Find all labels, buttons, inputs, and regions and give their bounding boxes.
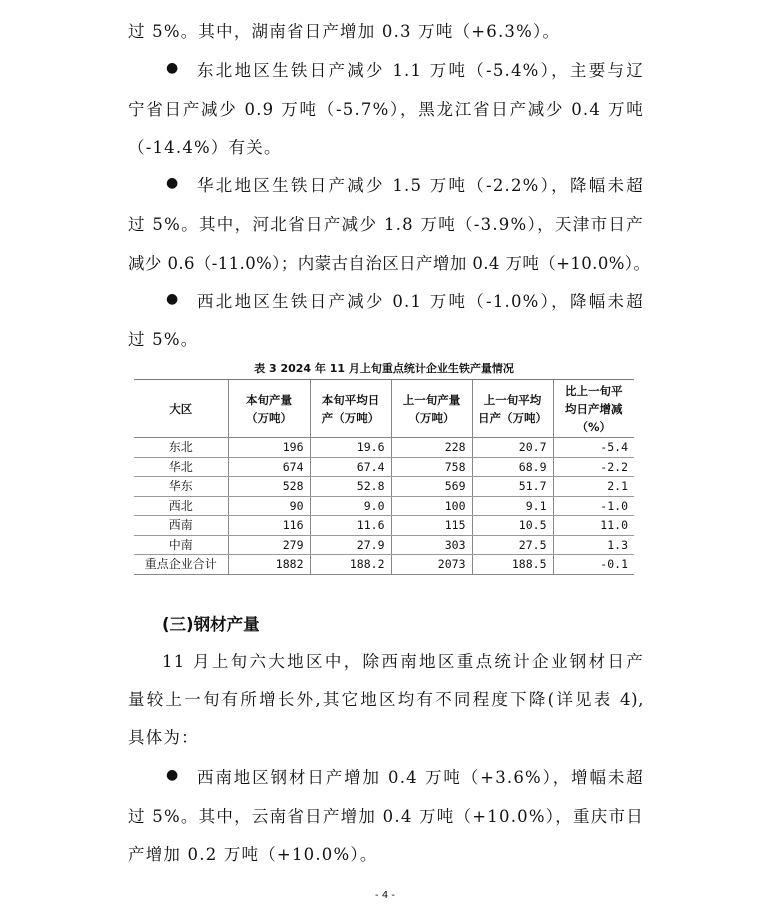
cell-value: 188.2 [310, 555, 391, 575]
table-row [134, 438, 634, 458]
cell-value: -0.1 [553, 555, 634, 575]
cell-value: 10.5 [472, 516, 553, 536]
text-line: 产增加 0.2 万吨（+10.0%）。 [128, 845, 378, 864]
cell-value: 2073 [391, 555, 472, 575]
bullet-icon: ● [166, 291, 179, 307]
cell-value: 9.0 [310, 496, 391, 516]
cell-region: 重点企业合计 [134, 555, 228, 575]
column-header-region: 大区 [134, 380, 228, 438]
cell-region: 华北 [134, 457, 228, 477]
cell-region: 西南 [134, 516, 228, 536]
cell-value: 100 [391, 496, 472, 516]
cell-region: 东北 [134, 438, 228, 458]
text-line: 东北地区生铁日产减少 1.1 万吨（-5.4%），主要与辽 [197, 61, 644, 80]
cell-value: 528 [228, 477, 310, 497]
cell-value: 196 [228, 438, 310, 458]
table-row [134, 496, 634, 516]
text-line: 宁省日产减少 0.9 万吨（-5.7%），黑龙江省日产减少 0.4 万吨 [128, 100, 644, 119]
cell-value: 27.5 [472, 535, 553, 555]
cell-value: 1.3 [553, 535, 634, 555]
cell-value: -1.0 [553, 496, 634, 516]
column-header-change-pct: 比上一旬平 均日产增减 （%） [553, 380, 634, 438]
text-line: 西北地区生铁日产减少 0.1 万吨（-1.0%），降幅未超 [197, 292, 644, 311]
bullet-icon: ● [166, 60, 179, 76]
cell-value: 90 [228, 496, 310, 516]
cell-value: 116 [228, 516, 310, 536]
cell-region: 中南 [134, 535, 228, 555]
cell-value: 20.7 [472, 438, 553, 458]
cell-value: 569 [391, 477, 472, 497]
text-line: 过 5%。 [128, 330, 199, 349]
text-line: 量较上一旬有所增长外,其它地区均有不同程度下降(详见表 4), [128, 690, 644, 709]
column-header-previous-output: 上一旬产量 （万吨） [391, 380, 472, 438]
text-line: 华北地区生铁日产减少 1.5 万吨（-2.2%），降幅未超 [197, 176, 644, 195]
column-header-current-daily-avg: 本旬平均日 产（万吨） [310, 380, 391, 438]
cell-region: 西北 [134, 496, 228, 516]
bullet-icon: ● [166, 175, 179, 191]
cell-value: 2.1 [553, 477, 634, 497]
cell-value: 115 [391, 516, 472, 536]
cell-value: 279 [228, 535, 310, 555]
text-line: 过 5%。其中，河北省日产减少 1.8 万吨（-3.9%），天津市日产 [128, 215, 644, 234]
cell-value: 67.4 [310, 457, 391, 477]
cell-value: 11.6 [310, 516, 391, 536]
cell-value: 27.9 [310, 535, 391, 555]
page-number: - 4 - [375, 890, 395, 901]
cell-value: 228 [391, 438, 472, 458]
table-row [134, 516, 634, 536]
cell-value: 303 [391, 535, 472, 555]
cell-value: -5.4 [553, 438, 634, 458]
table-row [134, 535, 634, 555]
text-line: （-14.4%）有关。 [128, 138, 282, 157]
table-row [134, 457, 634, 477]
text-line: 具体为： [128, 728, 199, 747]
cell-region: 华东 [134, 477, 228, 497]
cell-value: 11.0 [553, 516, 634, 536]
section-heading: (三)钢材产量 [162, 615, 260, 634]
cell-value: 68.9 [472, 457, 553, 477]
cell-value: 758 [391, 457, 472, 477]
cell-value: 19.6 [310, 438, 391, 458]
table-total-row [134, 555, 634, 575]
cell-value: 52.8 [310, 477, 391, 497]
bullet-icon: ● [166, 767, 179, 783]
cell-value: 1882 [228, 555, 310, 575]
text-line: 西南地区钢材日产增加 0.4 万吨（+3.6%），增幅未超 [197, 768, 644, 787]
column-header-previous-daily-avg: 上一旬平均 日产（万吨） [472, 380, 553, 438]
cell-value: 674 [228, 457, 310, 477]
table-header-row [134, 380, 634, 438]
cell-value: 188.5 [472, 555, 553, 575]
table-title: 表 3 2024 年 11 月上旬重点统计企业生铁产量情况 [254, 362, 514, 375]
text-line: 过 5%。其中，湖南省日产增加 0.3 万吨（+6.3%）。 [128, 22, 561, 41]
cell-value: 9.1 [472, 496, 553, 516]
text-line: 过 5%。其中，云南省日产增加 0.4 万吨（+10.0%），重庆市日 [128, 807, 644, 826]
pig-iron-output-table [134, 379, 634, 575]
column-header-current-output: 本旬产量 （万吨） [228, 380, 310, 438]
table-row [134, 477, 634, 497]
cell-value: 51.7 [472, 477, 553, 497]
text-line: 减少 0.6（-11.0%）；内蒙古自治区日产增加 0.4 万吨（+10.0%）。 [128, 254, 651, 273]
text-line: 11 月上旬六大地区中，除西南地区重点统计企业钢材日产 [162, 652, 644, 671]
cell-value: -2.2 [553, 457, 634, 477]
